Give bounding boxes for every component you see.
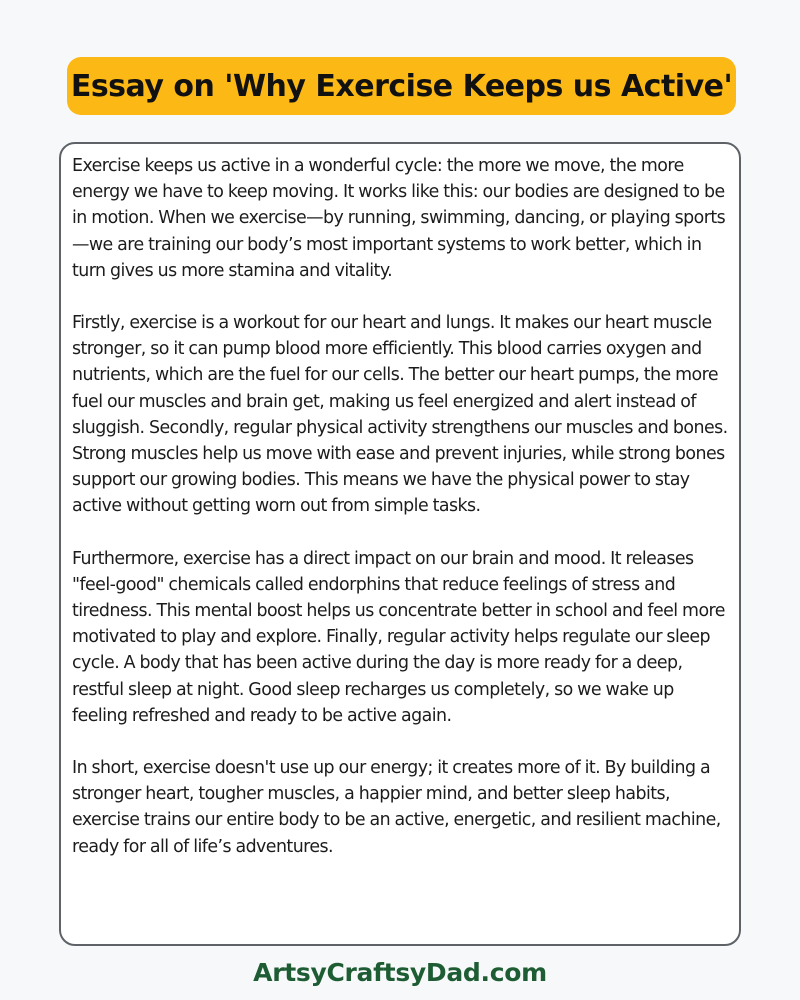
title-banner — [67, 57, 736, 115]
essay-card — [59, 142, 741, 946]
footer-brand: ArtsyCraftsyDad.com — [253, 958, 547, 987]
essay-paragraph-2: Firstly, exercise is a workout for our heart and lungs. It makes our heart muscle stronger, so it can pump blood more efficiently. This blood carries oxygen and nutrients, which are the fuel for our cells. The better our heart pumps, the more fuel our muscles and brain get, making us feel energized and alert instead of sluggish. Secondly, regular physical activity strengthens our muscles and bones. Strong muscles help us move with ease and prevent injuries, while strong bones support our growing bodies. This means we have the physical power to stay active without getting worn out from simple tasks. — [72, 313, 728, 517]
essay-paragraph-4: In short, exercise doesn't use up our energy; it creates more of it. By building a stronger heart, tougher muscles, a happier mind, and better sleep habits, exercise trains our entire body to be an active, energetic, and resilient machine, ready for all of life’s adventures. — [72, 758, 721, 857]
essay-paragraph-1: Exercise keeps us active in a wonderful cycle: the more we move, the more energy we have to keep moving. It works like this: our bodies are designed to be in motion. When we exercise—by running, swimming, dancing, or playing sports—we are training our body’s most important systems to work better, which in turn gives us more stamina and vitality. — [72, 156, 726, 281]
page-title: Essay on 'Why Exercise Keeps us Active' — [70, 68, 733, 104]
essay-paragraph-3: Furthermore, exercise has a direct impact on our brain and mood. It releases "feel-good" chemicals called endorphins that reduce feelings of stress and tiredness. This mental boost helps us concentrate better in school and feel more motivated to play and explore. Finally, regular activity helps regulate our sleep cycle. A body that has been active during the day is more ready for a deep, restful sleep at night. Good sleep recharges us completely, so we wake up feeling refreshed and ready to be active again. — [72, 548, 725, 726]
